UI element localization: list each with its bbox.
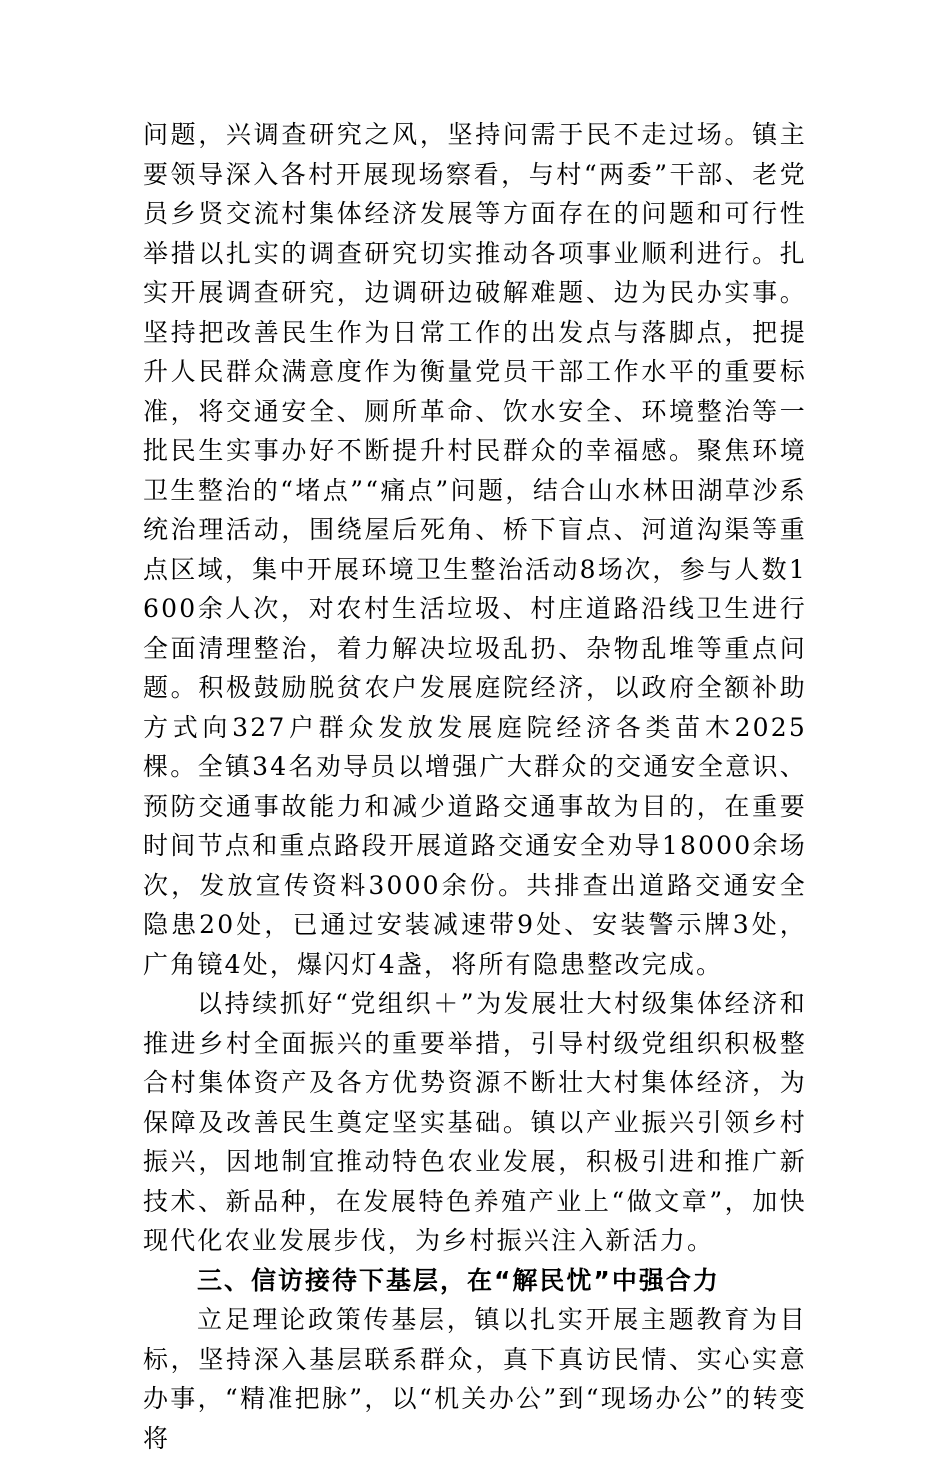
document-page [143, 115, 807, 1458]
body-paragraph: 立足理论政策传基层，镇以扎实开展主题教育为目标，坚持深入基层联系群众，真下真访民情、实心实意办事，“精准把脉”，以“机关办公”到“现场办公”的转变将 [143, 1305, 807, 1453]
body-paragraph: 问题，兴调查研究之风，坚持问需于民不走过场。镇主要领导深入各村开展现场察看，与村“两委”干部、老党员乡贤交流村集体经济发展等方面存在的问题和可行性举措以扎实的调查研究切实推动各项事业顺利进行。扎实开展调查研究，边调研边破解难题、边为民办实事。坚持把改善民生作为日常工作的出发点与落脚点，把提升人民群众满意度作为衡量党员干部工作水平的重要标准，将交通安全、厕所革命、饮水安全、环境整治等一批民生实事办好不断提升村民群众的幸福感。聚焦环境卫生整治的“堵点”“痛点”问题，结合山水林田湖草沙系统治理活动，围绕屋后死角、桥下盲点、河道沟渠等重点区域，集中开展环境卫生整治活动8场次，参与人数1600余人次，对农村生活垃圾、村庄道路沿线卫生进行全面清理整治，着力解决垃圾乱扔、杂物乱堆等重点问题。积极鼓励脱贫农户发展庭院经济，以政府全额补助方式向327户群众发放发展庭院经济各类苗木2025棵。全镇34名劝导员以增强广大群众的交通安全意识、预防交通事故能力和减少道路交通事故为目的，在重要时间节点和重点路段开展道路交通安全劝导18000余场次，发放宣传资料3000余份。共排查出道路交通安全隐患20处，已通过安装减速带9处、安装警示牌3处，广角镜4处，爆闪灯4盏，将所有隐患整改完成。 [143, 120, 807, 979]
body-paragraph: 以持续抓好“党组织＋”为发展壮大村级集体经济和推进乡村全面振兴的重要举措，引导村级党组织积极整合村集体资产及各方优势资源不断壮大村集体经济，为保障及改善民生奠定坚实基础。镇以产业振兴引领乡村振兴，因地制宜推动特色农业发展，积极引进和推广新技术、新品种，在发展特色养殖产业上“做文章”，加快现代化农业发展步伐，为乡村振兴注入新活力。 [143, 989, 807, 1255]
section-heading: 三、信访接待下基层，在“解民忧”中强合力 [197, 1265, 720, 1295]
